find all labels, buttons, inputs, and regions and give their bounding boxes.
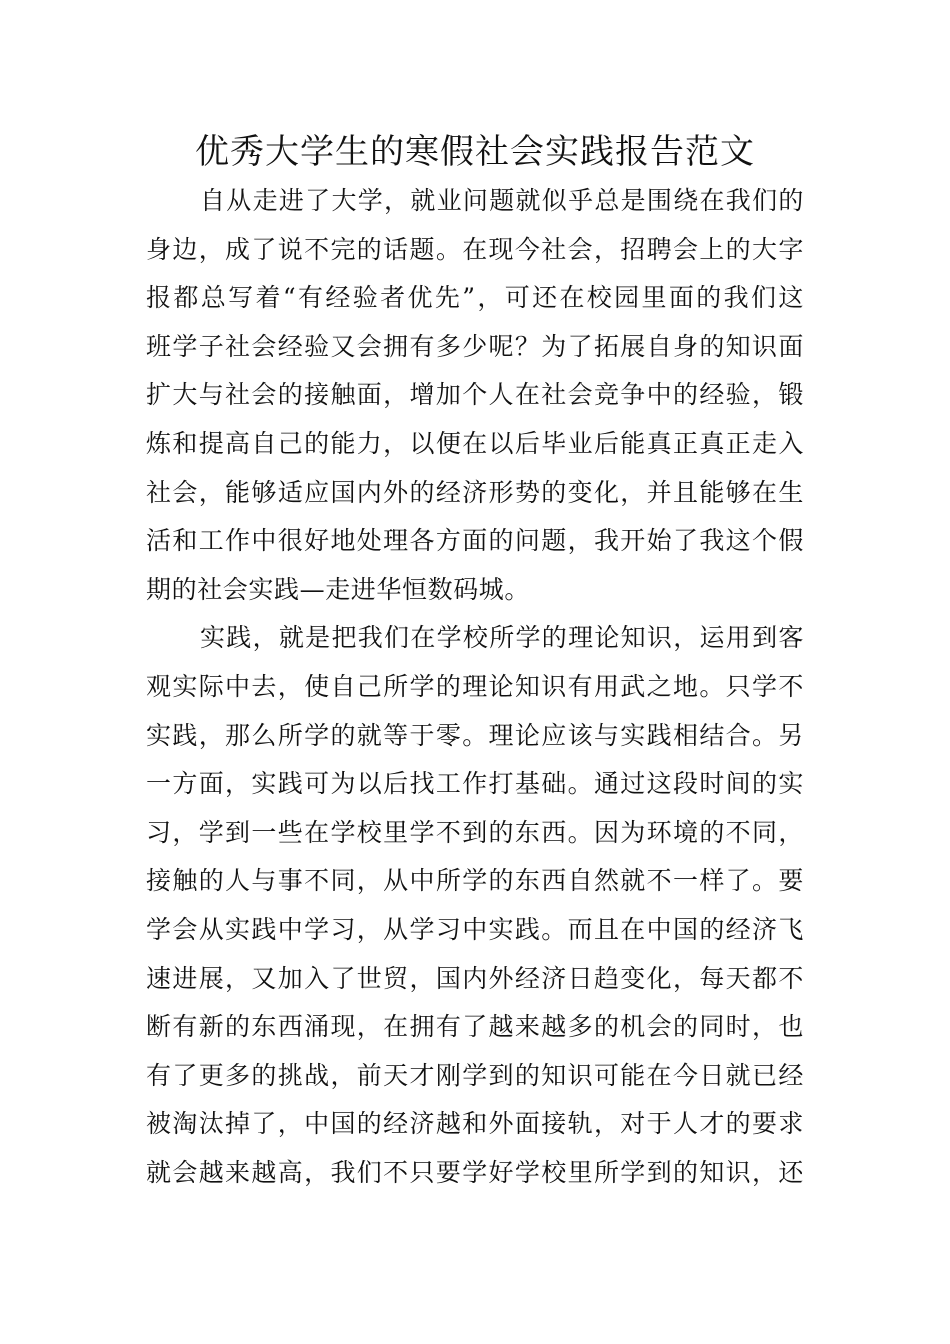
document-body (146, 177, 804, 1197)
text-line: 报都总写着“有经验者优先”，可还在校园里面的我们这 (146, 283, 804, 313)
text-line: 班学子社会经验又会拥有多少呢？为了拓展自身的知识面 (146, 331, 804, 361)
text-line: 有了更多的挑战，前天才刚学到的知识可能在今日就已经 (146, 1060, 804, 1090)
paragraph-1 (146, 177, 804, 614)
text-line: 学会从实践中学习，从学习中实践。而且在中国的经济飞 (146, 914, 804, 944)
text-line: 断有新的东西涌现，在拥有了越来越多的机会的同时，也 (146, 1012, 804, 1042)
text-line: 实践，那么所学的就等于零。理论应该与实践相结合。另 (146, 720, 804, 750)
text-line: 自从走进了大学，就业问题就似乎总是围绕在我们的 (200, 186, 804, 215)
text-line: 接触的人与事不同，从中所学的东西自然就不一样了。要 (146, 866, 804, 896)
text-line: 活和工作中很好地处理各方面的问题，我开始了我这个假 (146, 526, 804, 556)
text-line: 就会越来越高，我们不只要学好学校里所学到的知识，还 (146, 1157, 804, 1187)
text-line: 期的社会实践—走进华恒数码城。 (146, 574, 531, 604)
text-line: 被淘汰掉了，中国的经济越和外面接轨，对于人才的要求 (146, 1109, 804, 1139)
text-line: 社会，能够适应国内外的经济形势的变化，并且能够在生 (146, 477, 804, 507)
text-line: 炼和提高自己的能力，以便在以后毕业后能真正真正走入 (146, 428, 804, 458)
paragraph-2 (146, 614, 804, 1197)
text-line: 习，学到一些在学校里学不到的东西。因为环境的不同， (146, 817, 804, 847)
text-line: 观实际中去，使自己所学的理论知识有用武之地。只学不 (146, 671, 804, 701)
document-title: 优秀大学生的寒假社会实践报告范文 (195, 132, 755, 172)
text-line: 一方面，实践可为以后找工作打基础。通过这段时间的实 (146, 769, 804, 799)
text-line: 身边，成了说不完的话题。在现今社会，招聘会上的大字 (146, 234, 804, 264)
text-line: 速进展，又加入了世贸，国内外经济日趋变化，每天都不 (146, 963, 804, 993)
text-line: 扩大与社会的接触面，增加个人在社会竞争中的经验，锻 (146, 380, 804, 410)
text-line: 实践，就是把我们在学校所学的理论知识，运用到客 (200, 623, 804, 653)
